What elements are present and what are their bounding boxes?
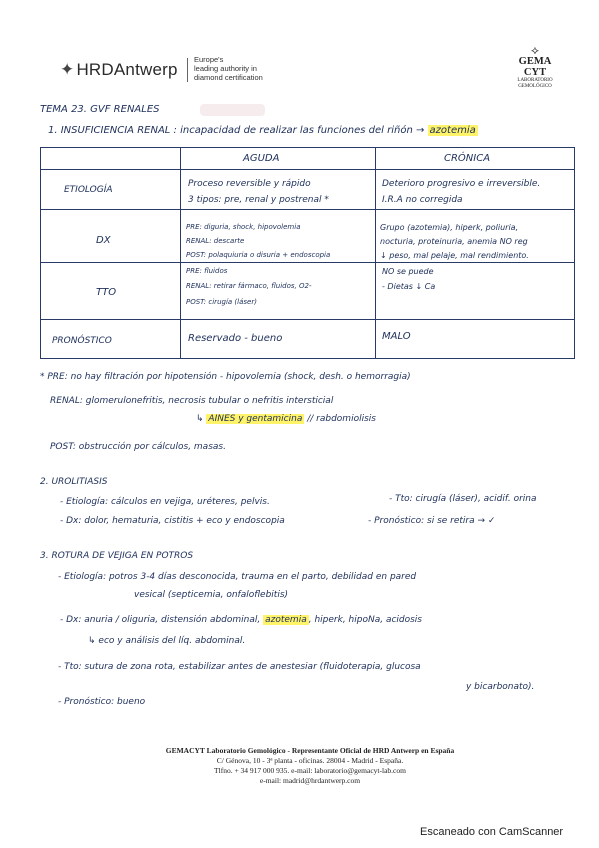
page-title: TEMA 23. GVF RENALES [40,104,160,115]
hrd-antwerp-logo: ✦ HRDAntwerp [60,60,178,79]
col-header-cronica: CRÓNICA [444,153,491,164]
note-post: POST: obstrucción por cálculos, masas. [50,442,226,452]
gemacyt-logo: ⟡ GEMA CYT LABORATORIO GEMOLÓGICO [505,44,565,90]
section3-tto-2: y bicarbonato). [466,682,535,692]
section2-dx: - Dx: dolor, hematuria, cistitis + eco y endoscopia [60,516,285,526]
note-renal: RENAL: glomerulonefritis, necrosis tubular o nefritis intersticial [50,396,334,406]
section3-pronostico: - Pronóstico: bueno [58,697,146,707]
col-header-aguda: AGUDA [243,153,280,164]
cell-dx-aguda-2: RENAL: descarte [186,237,245,245]
section3-dx-2: ↳ eco y análisis del líq. abdominal. [88,636,246,646]
table-border [180,147,181,359]
section2-etiologia: - Etiología: cálculos en vejiga, uréteres, pelvis. [60,497,270,507]
cell-dx-cronica-1: Grupo (azotemia), hiperk, poliuria, [380,223,519,232]
section3-heading: 3. ROTURA DE VEJIGA EN POTROS [40,551,194,561]
table-border [40,147,41,359]
cell-etiologia-aguda-1: Proceso reversible y rápido [188,179,311,189]
section2-tto: - Tto: cirugía (láser), acidif. orina [389,494,537,504]
row-label-pronostico: PRONÓSTICO [52,336,112,346]
table-border [40,169,575,170]
table-border [40,209,575,210]
note-renal-sub: ↳ AINES y gentamicina // rabdomiolisis [196,414,376,424]
cell-tto-cronica-1: NO se puede [382,267,434,276]
note-pre: * PRE: no hay filtración por hipotensión - hipovolemia (shock, desh. o hemorragia) [40,372,411,382]
camscanner-watermark: Escaneado con CamScanner [420,826,564,838]
cell-etiologia-cronica-1: Deterioro progresivo e irreversible. [382,179,541,189]
table-border [40,319,575,320]
table-border [574,147,575,359]
section1-heading: 1. INSUFICIENCIA RENAL : incapacidad de realizar las funciones del riñón → azotemia [48,125,476,136]
table-border [40,147,575,148]
section3-etiologia-2: vesical (septicemia, onfaloflebitis) [134,590,289,600]
table-border [375,147,376,359]
cell-tto-aguda-1: PRE: fluidos [186,267,228,275]
cell-dx-cronica-2: nocturia, proteinuria, anemia NO reg [380,237,528,246]
aines-highlight: AINES y gentamicina [208,414,303,424]
ink-smear [200,104,265,116]
row-label-dx: DX [96,235,111,246]
footer: GEMACYT Laboratorio Gemológico - Representante Oficial de HRD Antwerp en España C/ Génova, 10 - 3ª planta - oficinas. 28004 - Madrid - España. Tlfno. + 34 917 000 935. e-mail: laboratorio@gemacyt-lab.com e-mail: madrid@hrdantwerp.com [165,746,455,785]
section2-heading: 2. UROLITIASIS [40,477,108,487]
logo-divider [187,58,188,82]
cell-etiologia-cronica-2: I.R.A no corregida [382,195,463,205]
gem-icon: ⟡ [531,43,539,57]
cell-etiologia-aguda-2: 3 tipos: pre, renal y postrenal * [188,195,329,205]
hrd-star-icon: ✦ [60,60,75,79]
table-border [40,262,575,263]
cell-dx-cronica-3: ↓ peso, mal pelaje, mal rendimiento. [380,251,529,260]
row-label-tto: TTO [96,287,117,298]
row-label-etiologia: ETIOLOGÍA [64,185,113,195]
azotemia-highlight: azotemia [429,125,476,136]
cell-dx-aguda-1: PRE: diguria, shock, hipovolemia [186,223,301,231]
cell-pronostico-cronica: MALO [382,331,411,342]
section2-pronostico: - Pronóstico: si se retira → ✓ [368,516,496,526]
azotemia-highlight-2: azotemia [265,615,307,625]
cell-dx-aguda-3: POST: polaquiuria o disuria + endoscopia [186,251,331,259]
hrd-tagline: Europe's leading authority in diamond certification [194,55,263,82]
section3-tto-1: - Tto: sutura de zona rota, estabilizar antes de anestesiar (fluidoterapia, glucosa [58,662,421,672]
section3-dx-1: - Dx: anuria / oliguria, distensión abdominal, azotemia , hiperk, hipoNa, acidosis [60,615,422,625]
cell-pronostico-aguda: Reservado - bueno [188,333,283,344]
cell-tto-cronica-2: - Dietas ↓ Ca [382,282,436,291]
table-border [40,358,575,359]
cell-tto-aguda-2: RENAL: retirar fármaco, fluidos, O2- [186,282,312,290]
section3-etiologia-1: - Etiología: potros 3-4 días desconocida, trauma en el parto, debilidad en pared [58,572,417,582]
cell-tto-aguda-3: POST: cirugía (láser) [186,298,257,306]
